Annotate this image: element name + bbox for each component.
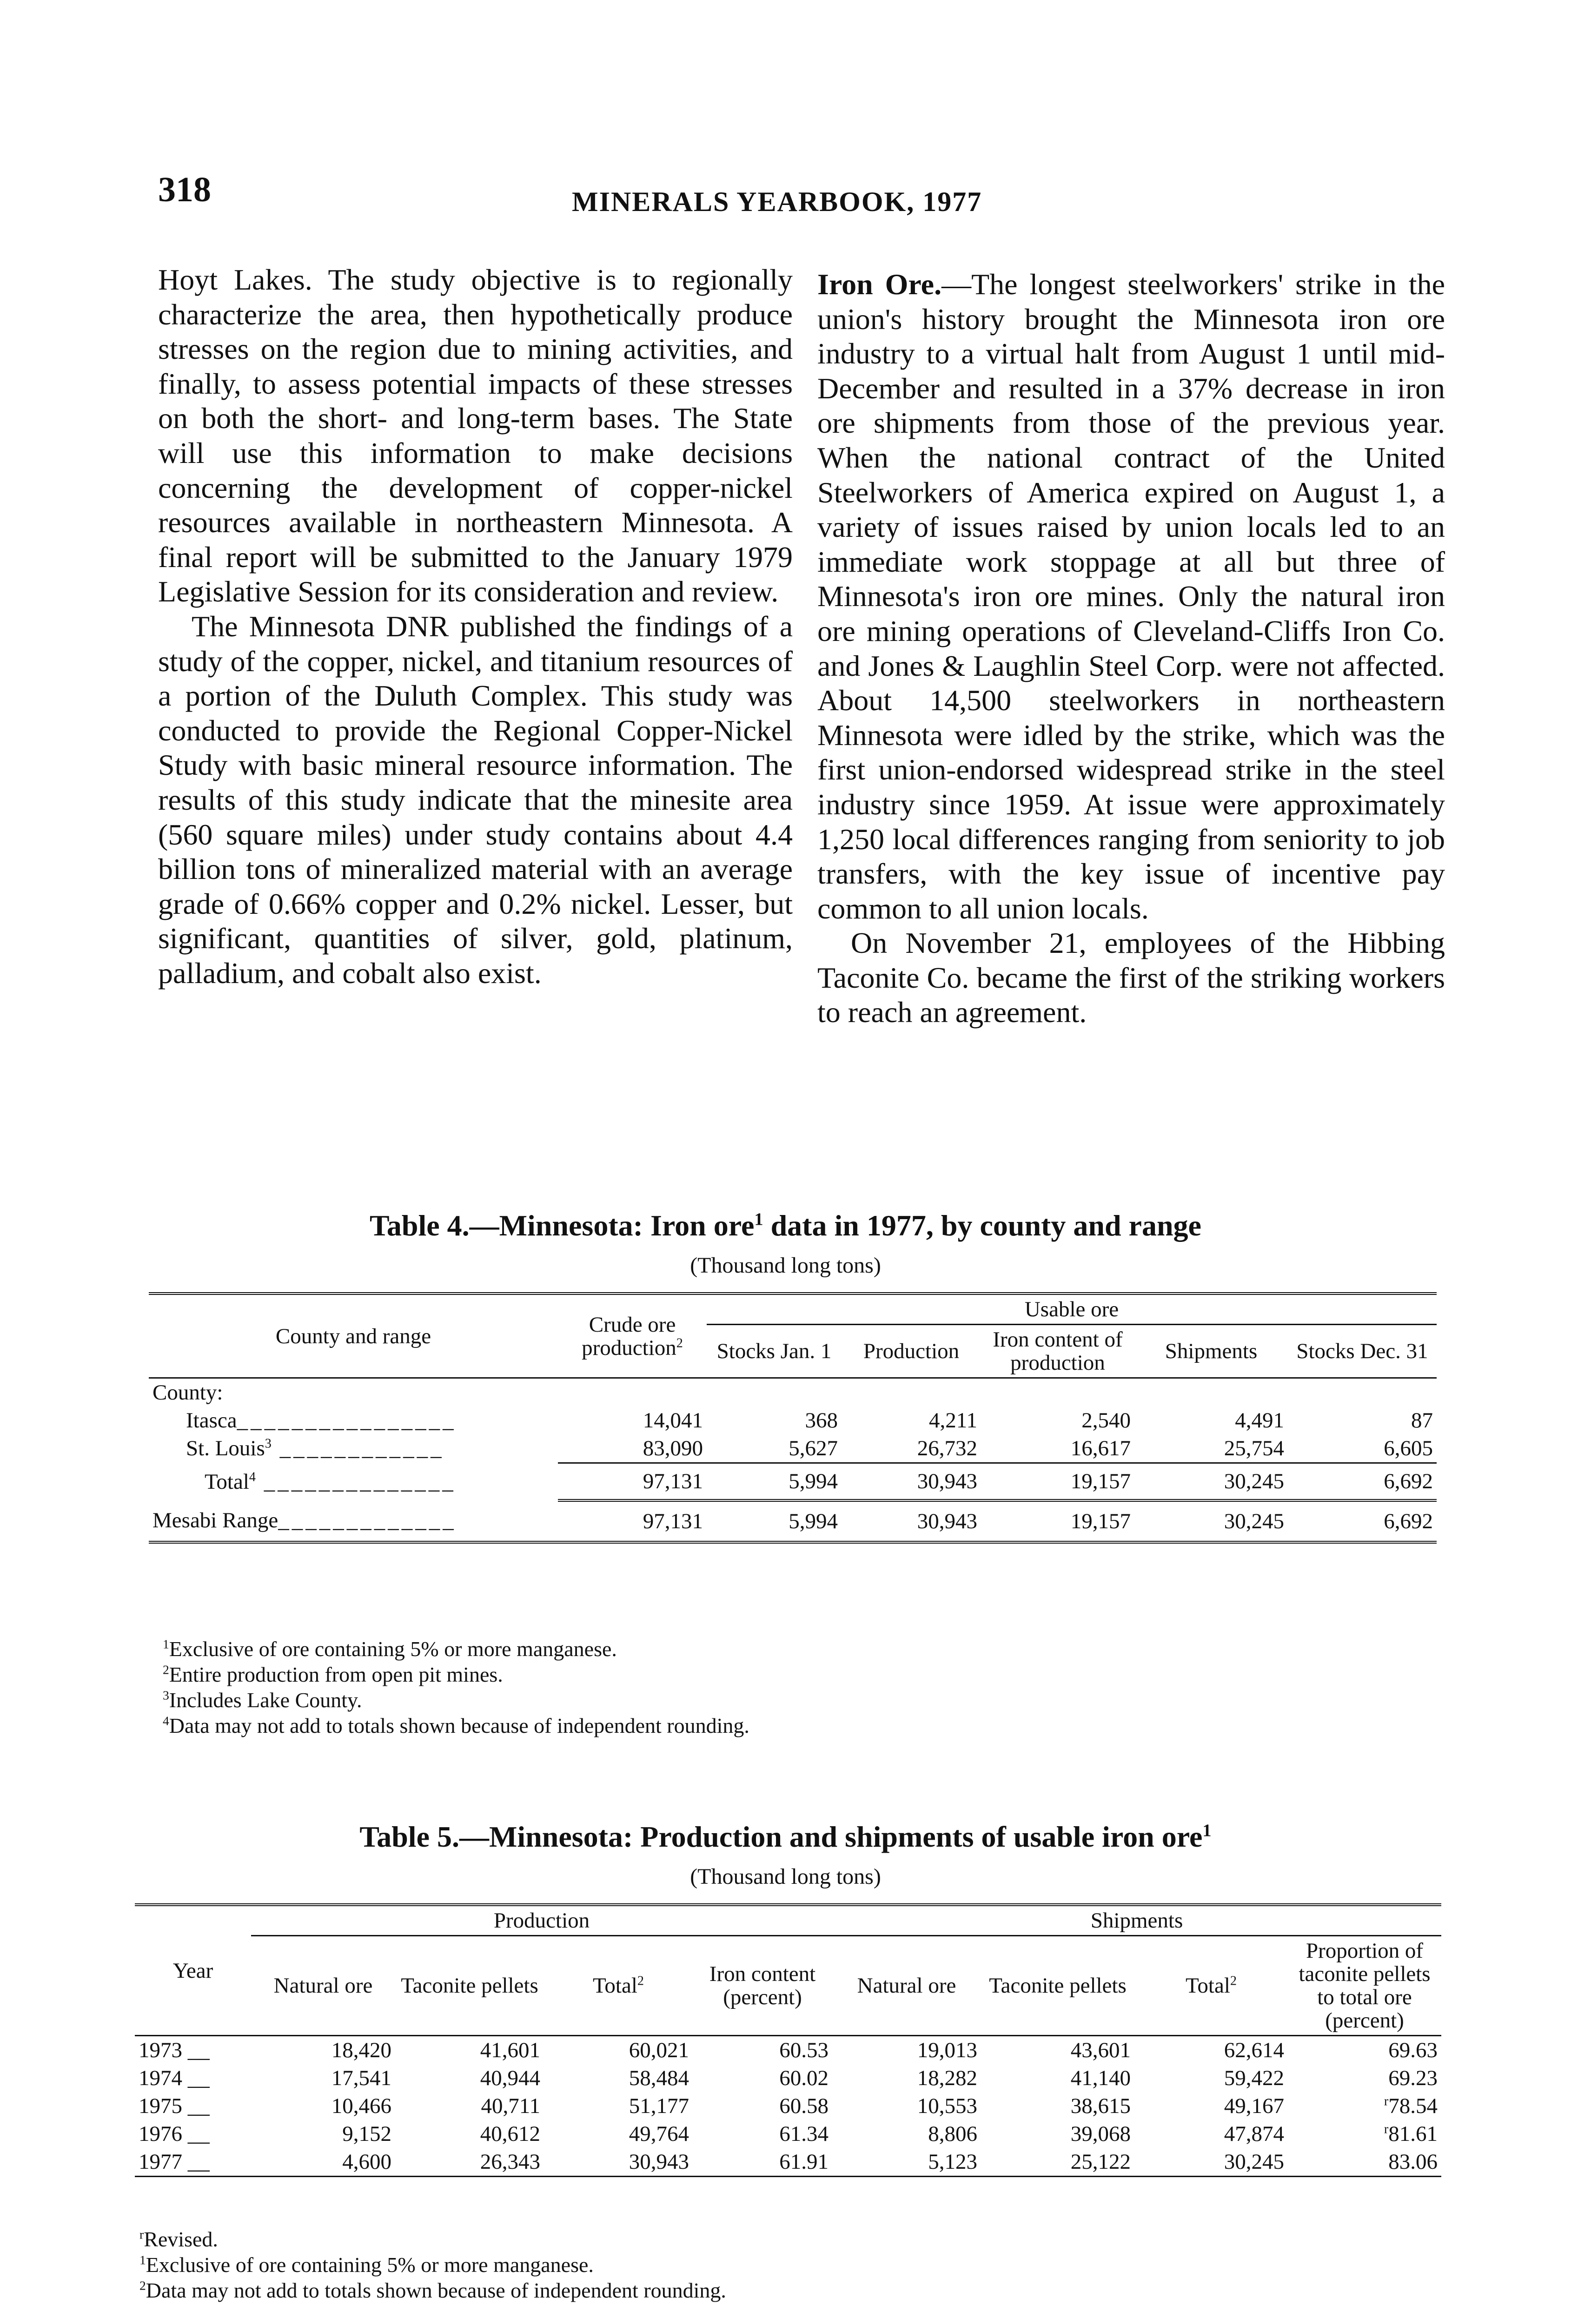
th-production: Production xyxy=(842,1325,981,1378)
cell xyxy=(395,2064,544,2092)
cell xyxy=(395,2120,544,2148)
footnote-text: Entire production from open pit mines. xyxy=(169,1663,503,1686)
left-paragraph-2: The Minnesota DNR published the findings of a study of the copper, nickel, and titanium resources of a portion of the Duluth Complex. This study was conducted to provide the Regional Copper-Nickel Study with basic mineral resource information. The results of this study indicate that the minesite area (560 square miles) under study contains about 4.4 billion tons of mineralized material with an average grade of 0.66% copper and 0.2% nickel. Lesser, but significant, quantities of silver, gold, platinum, palladium, and cobalt also exist. xyxy=(158,609,793,990)
cell xyxy=(832,2148,981,2177)
cell: 30,245 xyxy=(1224,1509,1284,1533)
footnote-text: Data may not add to totals shown because of independent rounding. xyxy=(169,1714,749,1737)
cell-value: 40,711 xyxy=(481,2094,540,2118)
th-stocks-jan: Stocks Jan. 1 xyxy=(707,1325,842,1378)
cell-value: 47,874 xyxy=(1224,2122,1284,2146)
right-column xyxy=(817,267,1445,1030)
cell xyxy=(981,2120,1134,2148)
running-title: MINERALS YEARBOOK, 1977 xyxy=(572,186,982,217)
th-ship-natural: Natural ore xyxy=(832,1936,981,2036)
cell-value: 38,615 xyxy=(1070,2094,1131,2118)
total-label xyxy=(149,1463,558,1500)
mesabi-row xyxy=(149,1500,1437,1542)
cell: 4,491 xyxy=(1235,1408,1284,1433)
cell xyxy=(395,2036,544,2065)
leader-dots: ________________ xyxy=(237,1408,457,1433)
total-label-sup: 4 xyxy=(249,1469,256,1484)
cell-value: 51,177 xyxy=(629,2094,689,2118)
table4-title xyxy=(0,1208,1571,1243)
right-paragraph-2: On November 21, employees of the Hibbing Taconite Co. became the first of the striking workers to reach an agreement. xyxy=(817,926,1445,1029)
th-year: Year xyxy=(135,1905,251,2036)
table5-title-sup: 1 xyxy=(1202,1821,1212,1841)
cell xyxy=(1288,2092,1441,2120)
cell: 16,617 xyxy=(981,1434,1134,1463)
footnote xyxy=(139,2226,726,2252)
table5-title xyxy=(0,1820,1571,1854)
th-iron-content: Iron content of production xyxy=(981,1325,1134,1378)
cell xyxy=(544,2120,693,2148)
th-county-range: County and range xyxy=(149,1294,558,1378)
year-text: 1975 xyxy=(139,2094,182,2118)
cell-value: 83.06 xyxy=(1388,2150,1438,2174)
cell xyxy=(693,2036,832,2065)
year-text: 1974 xyxy=(139,2066,182,2090)
cell-value: 62,614 xyxy=(1224,2038,1284,2062)
cell-value: 5,123 xyxy=(928,2150,977,2174)
year-text: 1977 xyxy=(139,2150,182,2174)
cell xyxy=(544,2036,693,2065)
cell xyxy=(1288,2036,1441,2065)
th-prod-total-text: Total xyxy=(593,1974,637,1998)
cell-value: 17,541 xyxy=(331,2066,391,2090)
cell: 5,627 xyxy=(707,1434,842,1463)
cell-value: 39,068 xyxy=(1070,2122,1131,2146)
cell-value: 30,943 xyxy=(629,2150,689,2174)
table-row xyxy=(135,2092,1441,2120)
cell xyxy=(1288,2064,1441,2092)
cell xyxy=(981,2064,1134,2092)
cell-value: 58,484 xyxy=(629,2066,689,2090)
cell xyxy=(1134,2092,1288,2120)
cell: 19,157 xyxy=(1070,1509,1131,1533)
cell: 5,994 xyxy=(789,1509,838,1533)
cell-value: 43,601 xyxy=(1070,2038,1131,2062)
cell-value: 41,601 xyxy=(480,2038,540,2062)
cell-value: 40,612 xyxy=(480,2122,540,2146)
footnote-text: Includes Lake County. xyxy=(169,1688,362,1712)
page-number: 318 xyxy=(158,170,211,209)
cell xyxy=(251,2064,395,2092)
table5 xyxy=(135,1903,1441,2177)
cell-value: 18,420 xyxy=(331,2038,391,2062)
cell-value: 61.91 xyxy=(779,2150,829,2174)
th-shipments: Shipments xyxy=(1134,1325,1288,1378)
footnote-mark: r xyxy=(139,2227,144,2242)
table-row xyxy=(149,1434,1437,1463)
year-cell xyxy=(135,2120,251,2148)
cell: 6,692 xyxy=(1288,1463,1437,1500)
footnote-text: Exclusive of ore containing 5% or more manganese. xyxy=(169,1637,617,1661)
table4-title-rest: data in 1977, by county and range xyxy=(763,1209,1201,1242)
table-row xyxy=(135,2120,1441,2148)
table4 xyxy=(149,1292,1437,1544)
th-ship-taconite: Taconite pellets xyxy=(981,1936,1134,2036)
footnote-mark: 3 xyxy=(163,1688,169,1703)
total-label-text: Total xyxy=(205,1469,249,1494)
footnote xyxy=(139,2278,726,2303)
iron-ore-heading: Iron Ore. xyxy=(817,268,942,301)
cell-value: 26,343 xyxy=(480,2150,540,2174)
county-label: County: xyxy=(152,1380,223,1405)
cell xyxy=(544,2064,693,2092)
cell-value: 78.54 xyxy=(1388,2094,1438,2118)
footnote-mark: 2 xyxy=(139,2278,146,2293)
footnote xyxy=(163,1713,749,1738)
cell xyxy=(544,2092,693,2120)
cell: 14,041 xyxy=(643,1408,703,1433)
cell-value: 10,466 xyxy=(331,2094,391,2118)
footnote-mark: 4 xyxy=(163,1713,169,1728)
th-crude-ore-sup: 2 xyxy=(676,1335,683,1350)
cell-value: 60.58 xyxy=(779,2094,829,2118)
cell-value: 4,600 xyxy=(342,2150,391,2174)
th-proportion: Proportion of taconite pellets to total ore (percent) xyxy=(1288,1936,1441,2036)
leader-dots: __ xyxy=(182,2150,210,2174)
cell xyxy=(251,2036,395,2065)
footnote-mark: 1 xyxy=(163,1637,169,1651)
th-iron-content: Iron content (percent) xyxy=(693,1936,832,2036)
footnote-text: Data may not add to totals shown because of independent rounding. xyxy=(146,2278,726,2302)
cell: 30,943 xyxy=(842,1463,981,1500)
cell: 5,994 xyxy=(707,1463,842,1500)
table-row xyxy=(135,2036,1441,2065)
table5-body xyxy=(135,2036,1441,2177)
cell: 25,754 xyxy=(1134,1434,1288,1463)
table4-footnotes xyxy=(163,1636,749,1738)
th-crude-ore xyxy=(558,1294,707,1378)
th-prod-taconite: Taconite pellets xyxy=(395,1936,544,2036)
cell: 30,943 xyxy=(917,1509,977,1533)
cell: 2,540 xyxy=(1081,1408,1131,1433)
leader-dots: __ xyxy=(182,2094,210,2118)
cell-value: 60.53 xyxy=(779,2038,829,2062)
year-text: 1976 xyxy=(139,2122,182,2146)
cell: 4,211 xyxy=(928,1408,977,1433)
th-ship-total xyxy=(1134,1936,1288,2036)
cell-value: 18,282 xyxy=(917,2066,977,2090)
cell-value: 8,806 xyxy=(928,2122,977,2146)
row-label-sup: 3 xyxy=(265,1436,272,1451)
cell-value: 60,021 xyxy=(629,2038,689,2062)
cell-value: 40,944 xyxy=(480,2066,540,2090)
cell-value: 49,167 xyxy=(1224,2094,1284,2118)
cell xyxy=(693,2120,832,2148)
table5-footnotes xyxy=(139,2226,726,2303)
cell: 19,157 xyxy=(981,1463,1134,1500)
year-cell xyxy=(135,2036,251,2065)
table-row xyxy=(149,1406,1437,1434)
table-row xyxy=(135,2064,1441,2092)
mesabi-label xyxy=(149,1500,558,1542)
row-label-text: Itasca xyxy=(186,1408,237,1433)
cell xyxy=(251,2092,395,2120)
footnote-mark: 2 xyxy=(163,1662,169,1677)
table5-title-text: Table 5.—Minnesota: Production and shipments of usable iron ore xyxy=(359,1820,1203,1853)
cell xyxy=(981,2092,1134,2120)
footnote-text: Exclusive of ore containing 5% or more manganese. xyxy=(146,2253,594,2277)
cell xyxy=(395,2148,544,2177)
th-stocks-dec: Stocks Dec. 31 xyxy=(1288,1325,1437,1378)
table4-title-sup: 1 xyxy=(754,1209,763,1229)
year-cell xyxy=(135,2092,251,2120)
th-ship-total-sup: 2 xyxy=(1230,1974,1237,1988)
cell: 6,692 xyxy=(1384,1509,1433,1533)
revised-mark: r xyxy=(1384,2122,1389,2137)
row-label-text: St. Louis xyxy=(186,1436,265,1460)
leader-dots: __ xyxy=(182,2122,210,2146)
table4-unit: (Thousand long tons) xyxy=(690,1253,881,1278)
cell xyxy=(981,2148,1134,2177)
leader-dots: ____________ xyxy=(271,1436,444,1460)
footnote-text: Revised. xyxy=(144,2227,218,2251)
cell xyxy=(832,2092,981,2120)
leader-dots: __ xyxy=(182,2038,210,2062)
cell xyxy=(693,2148,832,2177)
row-label xyxy=(149,1406,558,1434)
cell: 26,732 xyxy=(842,1434,981,1463)
iron-ore-text: —The longest steelworkers' strike in the union's history brought the Minnesota iron ore industry to a virtual halt from August 1 until mid-December and resulted in a 37% decrease in iron ore shipments from those of the previous year. When the national contract of the United Steelworkers of America expired on August 1, a variety of issues raised by union locals led to an immediate work stoppage at all but three of Minnesota's iron ore mines. Only the natural iron ore mining operations of Cleveland-Cliffs Iron Co. and Jones & Laughlin Steel Corp. were not affected. About 14,500 steelworkers in northeastern Minnesota were idled by the strike, which was the first union-endorsed widespread strike in the steel industry since 1959. At issue were approximately 1,250 local differences ranging from seniority to job transfers, with the key issue of incentive pay common to all union locals. xyxy=(817,268,1445,925)
table5-unit: (Thousand long tons) xyxy=(690,1864,881,1889)
cell xyxy=(395,2092,544,2120)
footnote xyxy=(163,1687,749,1713)
cell xyxy=(1134,2036,1288,2065)
footnote-mark: 1 xyxy=(139,2252,146,2267)
table4-title-text: Table 4.—Minnesota: Iron ore xyxy=(370,1209,755,1242)
cell xyxy=(1134,2064,1288,2092)
cell xyxy=(1134,2148,1288,2177)
cell xyxy=(1288,2120,1441,2148)
cell xyxy=(832,2120,981,2148)
revised-mark: r xyxy=(1384,2094,1389,2109)
cell-value: 25,122 xyxy=(1070,2150,1131,2174)
cell-value: 10,553 xyxy=(917,2094,977,2118)
cell: 368 xyxy=(805,1408,838,1433)
cell xyxy=(251,2148,395,2177)
cell-value: 60.02 xyxy=(779,2066,829,2090)
cell xyxy=(251,2120,395,2148)
left-column xyxy=(158,263,793,990)
cell-value: 41,140 xyxy=(1070,2066,1131,2090)
th-prod-natural: Natural ore xyxy=(251,1936,395,2036)
cell xyxy=(1288,2148,1441,2177)
cell xyxy=(981,2036,1134,2065)
th-prod-total xyxy=(544,1936,693,2036)
cell: 83,090 xyxy=(558,1434,707,1463)
cell-value: 59,422 xyxy=(1224,2066,1284,2090)
mesabi-label-text: Mesabi Range xyxy=(152,1508,278,1532)
cell xyxy=(1134,2120,1288,2148)
cell xyxy=(544,2148,693,2177)
th-production-group: Production xyxy=(251,1905,832,1936)
left-paragraph-1: Hoyt Lakes. The study objective is to regionally characterize the area, then hypothetically produce stresses on the region due to mining activities, and finally, to assess potential impacts of these stresses on both the short- and long-term bases. The State will use this information to make decisions concerning the development of copper-nickel resources available in northeastern Minnesota. A final report will be submitted to the January 1979 Legislative Session for its consideration and review. xyxy=(158,263,793,608)
cell xyxy=(832,2036,981,2065)
th-shipments-group: Shipments xyxy=(832,1905,1441,1936)
leader-dots: _____________ xyxy=(278,1508,457,1532)
th-crude-ore-text: Crude ore production xyxy=(582,1312,676,1360)
year-cell xyxy=(135,2064,251,2092)
cell: 6,605 xyxy=(1288,1434,1437,1463)
row-label xyxy=(149,1434,558,1463)
cell: 87 xyxy=(1411,1408,1433,1433)
year-cell xyxy=(135,2148,251,2177)
cell-value: 49,764 xyxy=(629,2122,689,2146)
cell xyxy=(693,2092,832,2120)
cell: 97,131 xyxy=(558,1463,707,1500)
cell-value: 30,245 xyxy=(1224,2150,1284,2174)
cell: 30,245 xyxy=(1134,1463,1288,1500)
leader-dots: ______________ xyxy=(256,1469,456,1494)
cell-value: 19,013 xyxy=(917,2038,977,2062)
year-text: 1973 xyxy=(139,2038,182,2062)
th-ship-total-text: Total xyxy=(1186,1974,1230,1998)
footnote xyxy=(139,2252,726,2278)
cell xyxy=(832,2064,981,2092)
cell-value: 69.63 xyxy=(1388,2038,1438,2062)
cell-value: 69.23 xyxy=(1388,2066,1438,2090)
th-usable-ore: Usable ore xyxy=(707,1294,1437,1325)
th-prod-total-sup: 2 xyxy=(637,1974,644,1988)
cell-value: 9,152 xyxy=(342,2122,391,2146)
total-row xyxy=(149,1463,1437,1500)
table-row xyxy=(135,2148,1441,2177)
right-paragraph-1 xyxy=(817,267,1445,926)
leader-dots: __ xyxy=(182,2066,210,2090)
footnote xyxy=(163,1662,749,1687)
footnote xyxy=(163,1636,749,1662)
cell-value: 81.61 xyxy=(1388,2122,1438,2146)
cell-value: 61.34 xyxy=(779,2122,829,2146)
cell xyxy=(693,2064,832,2092)
cell: 97,131 xyxy=(643,1509,703,1533)
